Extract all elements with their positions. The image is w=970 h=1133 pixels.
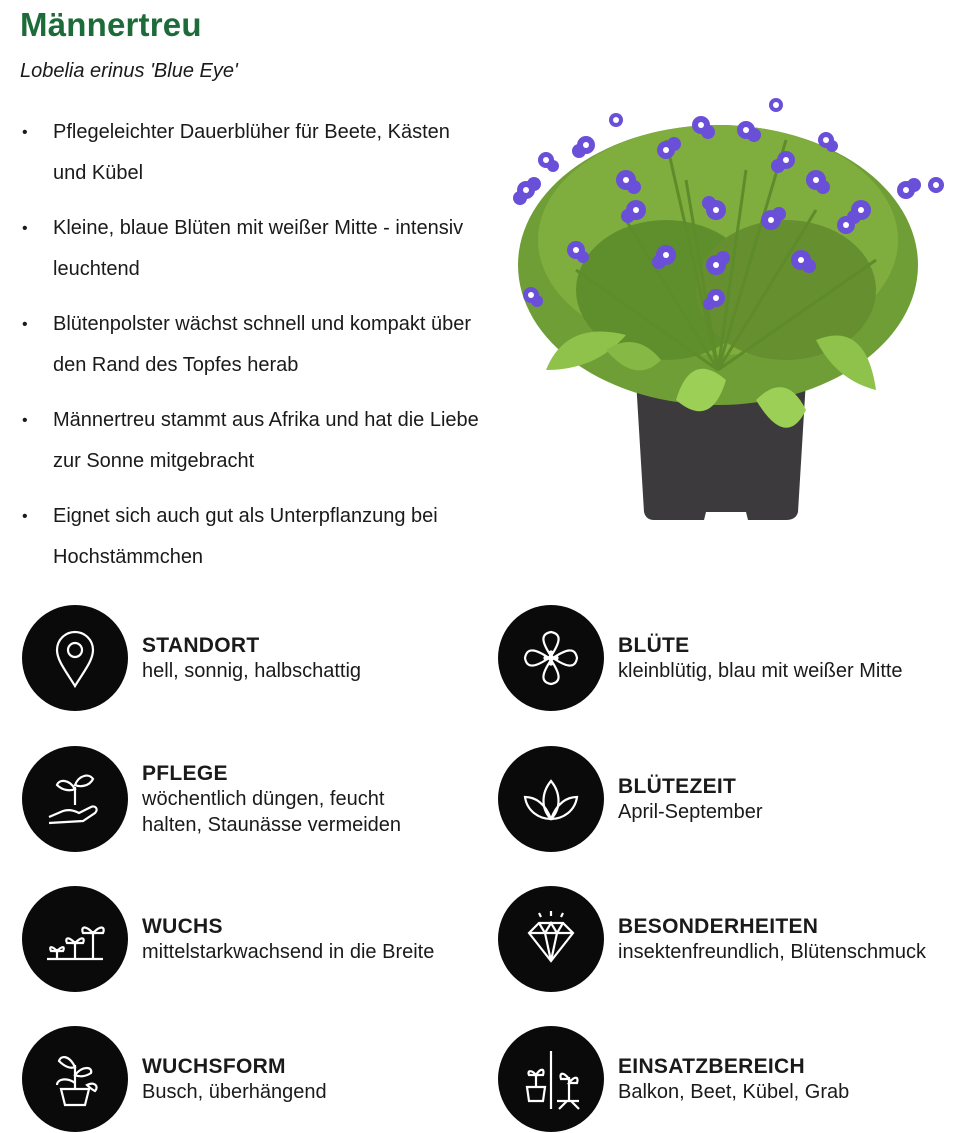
feature-bullet-list xyxy=(20,112,480,592)
bullet-item: • Pflegeleichter Dauerblüher für Beete, Kästen und Kübel xyxy=(20,112,480,194)
potted-plant-icon xyxy=(22,1026,128,1132)
feature-value: insektenfreundlich, Blütenschmuck xyxy=(618,940,926,963)
product-title: Männertreu xyxy=(20,6,202,43)
bullet-item: • Eignet sich auch gut als Unterpflanzung bei Hochstämmchen xyxy=(20,496,480,578)
lotus-icon xyxy=(498,746,604,852)
feature-value: kleinblütig, blau mit weißer Mitte xyxy=(618,659,903,682)
feature-value: Balkon, Beet, Kübel, Grab xyxy=(618,1080,850,1103)
feature-label: BLÜTE xyxy=(618,633,690,657)
hand-sprout-icon xyxy=(22,746,128,852)
location-pin-icon xyxy=(22,605,128,711)
feature-value: Busch, überhängend xyxy=(142,1080,327,1103)
feature-besonderheiten xyxy=(498,886,968,992)
flower-icon xyxy=(498,605,604,711)
feature-value: mittelstarkwachsend in die Breite xyxy=(142,940,435,963)
feature-wuchsform xyxy=(22,1026,327,1132)
feature-bluete xyxy=(498,605,958,711)
feature-label: BESONDERHEITEN xyxy=(618,914,819,938)
bullet-item: • Kleine, blaue Blüten mit weißer Mitte - intensiv leuchtend xyxy=(20,208,480,290)
feature-value: wöchentlich düngen, feucht halten, Staunässe vermeiden xyxy=(142,787,402,836)
feature-pflege xyxy=(22,746,442,852)
plant-product-image xyxy=(486,50,966,550)
bullet-item: • Blütenpolster wächst schnell und kompakt über den Rand des Topfes herab xyxy=(20,304,480,386)
feature-label: WUCHS xyxy=(142,914,223,938)
feature-label: PFLEGE xyxy=(142,761,228,785)
feature-label: BLÜTEZEIT xyxy=(618,774,737,798)
feature-value: hell, sonnig, halbschattig xyxy=(142,659,362,682)
diamond-icon xyxy=(498,886,604,992)
feature-value: April-September xyxy=(618,800,763,823)
feature-label: EINSATZBEREICH xyxy=(618,1054,805,1078)
pot-and-ground-icon xyxy=(498,1026,604,1132)
growth-sprouts-icon xyxy=(22,886,128,992)
feature-wuchs xyxy=(22,886,482,992)
bullet-item: • Männertreu stammt aus Afrika und hat die Liebe zur Sonne mitgebracht xyxy=(20,400,480,482)
feature-standort xyxy=(22,605,442,711)
feature-label: WUCHSFORM xyxy=(142,1054,286,1078)
feature-einsatzbereich xyxy=(498,1026,849,1132)
feature-label: STANDORT xyxy=(142,633,260,657)
botanical-name: Lobelia erinus 'Blue Eye' xyxy=(20,60,238,82)
feature-bluetezeit xyxy=(498,746,763,852)
